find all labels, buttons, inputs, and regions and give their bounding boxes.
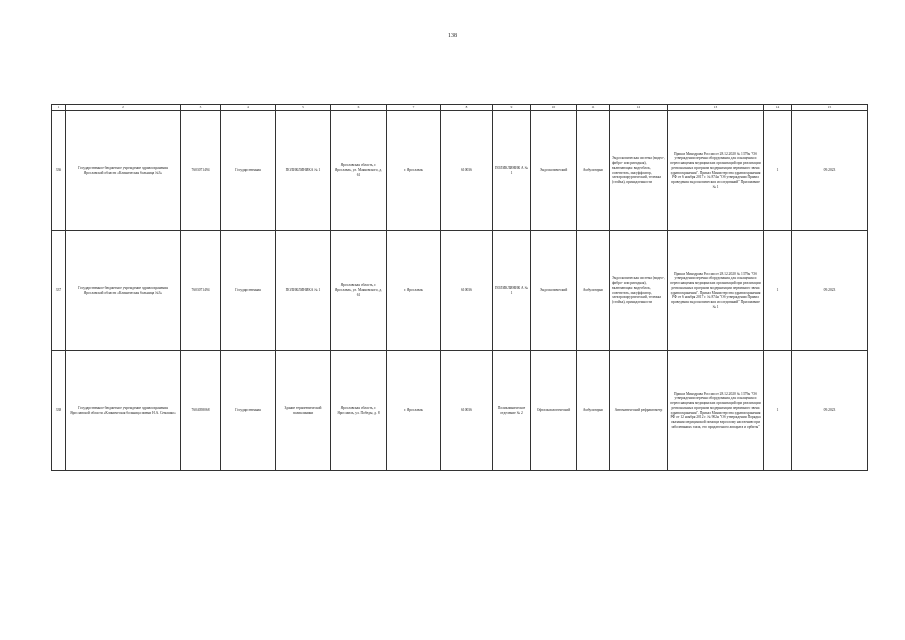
column-number: 13 xyxy=(668,105,764,111)
city: г. Ярославль xyxy=(387,111,441,231)
inn: 7603071494 xyxy=(181,231,221,351)
city: г. Ярославль xyxy=(387,231,441,351)
department: Поликлиническое отделение № 2 xyxy=(493,351,531,471)
organization-name: Государственное бюджетное учреждение здравоохранения Ярославской области «Клиническая больница имени Н.А. Семашко» xyxy=(66,351,181,471)
column-number: 9 xyxy=(493,105,531,111)
row-number: 337 xyxy=(52,231,66,351)
specialty: Эндоскопический xyxy=(531,231,577,351)
table-row xyxy=(52,351,868,471)
delivery-date: 09.2023 xyxy=(792,231,868,351)
table-row xyxy=(52,111,868,231)
city: г. Ярославль xyxy=(387,351,441,471)
ownership-form: Государственная xyxy=(221,111,276,231)
care-type: Амбулаторно xyxy=(577,351,610,471)
column-number: 11 xyxy=(577,105,610,111)
column-number: 4 xyxy=(221,105,276,111)
postcode: 610036 xyxy=(441,351,493,471)
row-number: 338 xyxy=(52,351,66,471)
quantity: 1 xyxy=(764,111,792,231)
column-number: 5 xyxy=(276,105,331,111)
column-number: 14 xyxy=(764,105,792,111)
unit-name: ПОЛИКЛИНИКА № 1 xyxy=(276,231,331,351)
organization-name: Государственное бюджетное учреждение здравоохранения Ярославской области «Клиническая больница №3» xyxy=(66,111,181,231)
specialty: Эндоскопический xyxy=(531,111,577,231)
department: ПОЛИКЛИНИК А № 1 xyxy=(493,231,531,351)
quantity: 1 xyxy=(764,351,792,471)
quantity: 1 xyxy=(764,231,792,351)
unit-name: Здание терапевтической поликлиники xyxy=(276,351,331,471)
address: Ярославская область, г. Ярославль, ул. Маяковского, д. 61 xyxy=(331,231,387,351)
column-number: 12 xyxy=(610,105,668,111)
equipment-name: Автоматический рефрактометр xyxy=(610,351,668,471)
equipment-table xyxy=(51,104,868,471)
inn: 7604058068 xyxy=(181,351,221,471)
row-number: 336 xyxy=(52,111,66,231)
postcode: 610036 xyxy=(441,111,493,231)
column-number: 7 xyxy=(387,105,441,111)
table-row xyxy=(52,231,868,351)
regulatory-order: Приказ Минздрава России от 28.12.2020 № 1379н "Об утверждении перечня оборудования для оснащения и переоснащения медицинских организаций при реализации региональных программ модернизации первичного звена здравоохранения". Приказ Министерства здравоохранения РФ от 6 ноября 2017 г. № 874н "Об утверждении Правил проведения эндоскопических исследований" Приложение № 1 xyxy=(668,111,764,231)
column-number: 2 xyxy=(66,105,181,111)
specialty: Офтальмологический xyxy=(531,351,577,471)
postcode: 610036 xyxy=(441,231,493,351)
ownership-form: Государственная xyxy=(221,351,276,471)
page-number: 138 xyxy=(448,33,457,39)
delivery-date: 09.2023 xyxy=(792,351,868,471)
column-number: 3 xyxy=(181,105,221,111)
care-type: Амбулаторно xyxy=(577,231,610,351)
organization-name: Государственное бюджетное учреждение здравоохранения Ярославской области «Клиническая больница №3» xyxy=(66,231,181,351)
column-number: 1 xyxy=(52,105,66,111)
regulatory-order: Приказ Минздрава России от 28.12.2020 № 1379н "Об утверждении перечня оборудования для оснащения и переоснащения медицинских организаций при реализации региональных программ модернизации первичного звена здравоохранения". Приказ Министерства здравоохранения РФ от 6 ноября 2017 г. № 874н "Об утверждении Правил проведения эндоскопических исследований" Приложение № 1 xyxy=(668,231,764,351)
inn: 7603071494 xyxy=(181,111,221,231)
care-type: Амбулаторно xyxy=(577,111,610,231)
regulatory-order: Приказ Минздрава России от 28.12.2020 № 1379н "Об утверждении перечня оборудования для оснащения и переоснащения медицинских организаций при реализации региональных программ модернизации первичного звена здравоохранения". Приказ Министерства здравоохранения РФ от 12 ноября 2012 г. № 902н "Об утверждении Порядка оказания медицинской помощи взрослому населению при заболеваниях глаза, его придаточного аппарата и орбиты" xyxy=(668,351,764,471)
ownership-form: Государственная xyxy=(221,231,276,351)
column-number: 10 xyxy=(531,105,577,111)
address: Ярославская область, г. Ярославль, ул. Победы, д. 8 xyxy=(331,351,387,471)
equipment-name: Эндоскопическая система (видео-, фибро- или ригидная), включающая: видеоблок, осветитель, инсуффлятор, электрохирургический, тележка (стойка), принадлежности xyxy=(610,231,668,351)
column-number: 15 xyxy=(792,105,868,111)
column-number: 8 xyxy=(441,105,493,111)
equipment-name: Эндоскопическая система (видео-, фибро- или ригидная), включающая: видеоблок, осветитель, инсуффлятор, электрохирургический, тележка (стойка), принадлежности xyxy=(610,111,668,231)
department: ПОЛИКЛИНИК А № 1 xyxy=(493,111,531,231)
unit-name: ПОЛИКЛИНИКА № 1 xyxy=(276,111,331,231)
delivery-date: 09.2023 xyxy=(792,111,868,231)
address: Ярославская область, г. Ярославль, ул. Маяковского, д. 61 xyxy=(331,111,387,231)
column-number: 6 xyxy=(331,105,387,111)
